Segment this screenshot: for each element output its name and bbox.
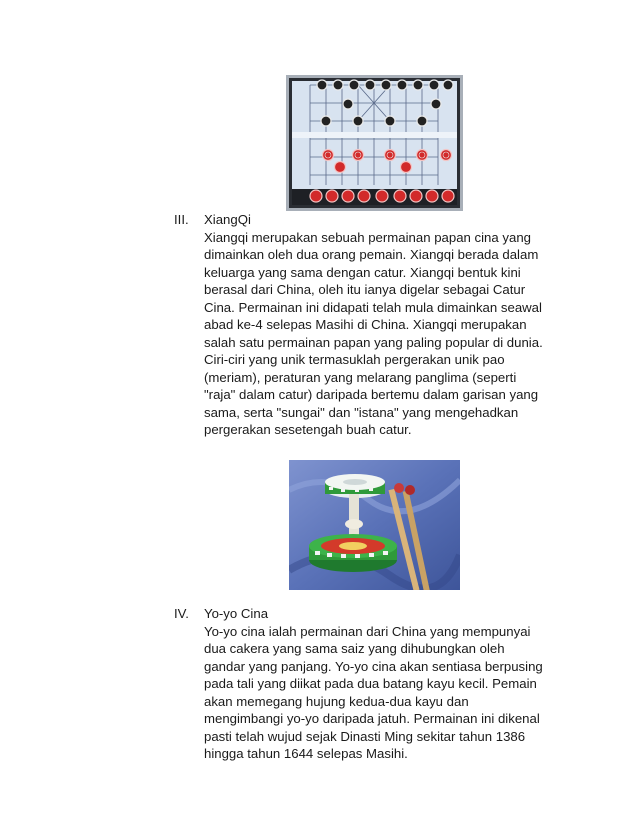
- chinese-yoyo-photo: [289, 460, 460, 590]
- section-title: XiangQi: [204, 212, 251, 227]
- section-numeral: III.: [174, 212, 189, 227]
- xiangqi-board-photo: [286, 75, 463, 211]
- section-body: [204, 211, 549, 439]
- section-numeral: IV.: [174, 606, 189, 621]
- section-paragraph: Yo-yo cina ialah permainan dari China yang mempunyai dua cakera yang sama saiz yang dihubungkan oleh gandar yang panjang. Yo-yo cina akan sentiasa berpusing pada tali yang diikat pada dua batang kayu kecil. Pemain akan memegang hujung kedua-dua kayu dan mengimbangi yo-yo daripada jatuh. Permainan ini dikenal pasti telah wujud sejak Dinasti Ming sekitar tahun 1386 hingga tahun 1644 selepas Masihi.: [204, 623, 543, 761]
- section-paragraph: Xiangqi merupakan sebuah permainan papan cina yang dimainkan oleh dua orang pemain. Xiangqi berada dalam keluarga yang sama dengan catur. Xiangqi bentuk kini berasal dari China, oleh itu ianya digelar sebagai Catur Cina. Permainan ini didapati telah mula dimainkan seawal abad ke-4 selepas Masihi di China. Xiangqi merupakan salah satu permainan papan yang paling popular di dunia. Ciri-ciri yang unik termasuklah pergerakan unik pao (meriam), peraturan yang melarang panglima (seperti "raja" dalam catur) daripada bertemu dalam garisan yang sama, serta "sungai" dan "istana" yang mengehadkan pergerakan sesetengah buah catur.: [204, 229, 543, 437]
- section-body: [204, 605, 549, 763]
- section-title: Yo-yo Cina: [204, 606, 269, 621]
